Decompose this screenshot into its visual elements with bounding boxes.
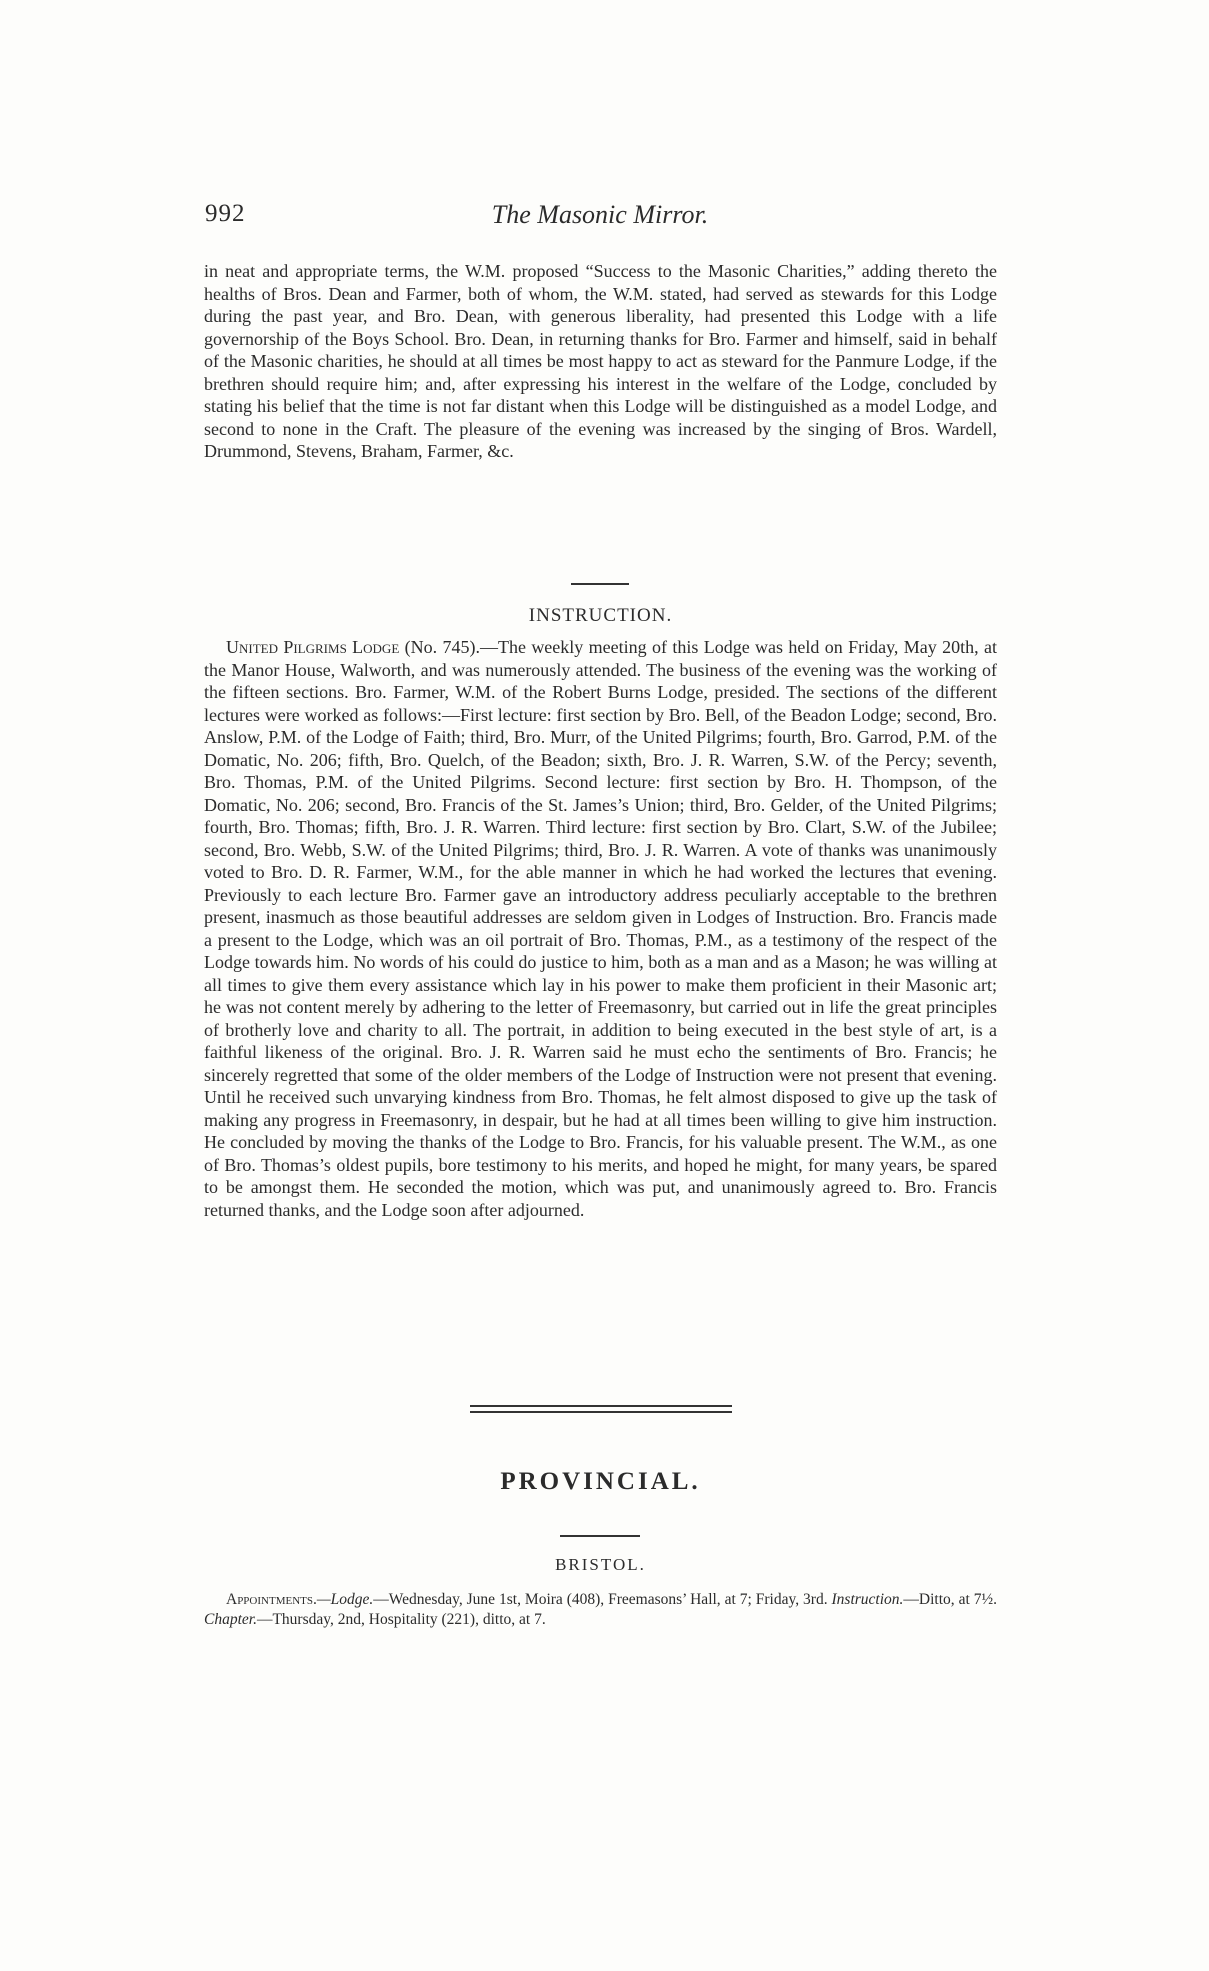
running-head bbox=[205, 200, 995, 240]
instruction-heading: INSTRUCTION. bbox=[528, 605, 673, 626]
chapter-text: —Thursday, 2nd, Hospitality (221), ditto, at 7. bbox=[256, 1611, 546, 1628]
instruction-body: (No. 745).—The weekly meeting of this Lodge was held on Friday, May 20th, at the Manor House, Walworth, and was numerously attended. The business of the evening was the working of the fifteen sections. Bro. Farmer, W.M. of the Robert Burns Lodge, presided. The sections of the different lectures were worked as follows:—First lecture: first section by Bro. Bell, of the Beadon Lodge; second, Bro. Anslow, P.M. of the Lodge of Faith; third, Bro. Murr, of the United Pilgrims; fourth, Bro. Garrod, P.M. of the Domatic, No. 206; fifth, Bro. Quelch, of the Beadon; sixth, Bro. J. R. Warren, S.W. of the Percy; seventh, Bro. Thomas, P.M. of the United Pilgrims. Second lecture: first section by Bro. H. Thompson, of the Domatic, No. 206; second, Bro. Francis of the St. James’s Union; third, Bro. Gelder, of the United Pilgrims; fourth, Bro. Thomas; fifth, Bro. J. R. Warren. Third lecture: first section by Bro. Clart, S.W. of the Jubilee; second, Bro. Webb, S.W. of the United Pilgrims; third, Bro. J. R. Warren. A vote of thanks was unanimously voted to Bro. D. R. Farmer, W.M., for the able manner in which he had worked the lectures that evening. Previously to each lecture Bro. Farmer gave an introductory address peculiarly acceptable to the brethren present, inasmuch as those beautiful addresses are seldom given in Lodges of Instruction. Bro. Francis made a present to the Lodge, which was an oil portrait of Bro. Thomas, P.M., as a testimony of the respect of the Lodge towards him. No words of his could do justice to him, both as a man and as a Mason; he was willing at all times to give them every assistance which lay in his power to make them proficient in their Masonic art; he was not content merely by adhering to the letter of Freemasonry, but carried out in life the great principles of brotherly love and charity to all. The portrait, in addition to being executed in the best style of art, is a faithful likeness of the original. Bro. J. R. Warren said he must echo the sentiments of Bro. Francis; he sincerely regretted that some of the older members of the Lodge of Instruction were not present that evening. Until he received such unvarying kindness from Bro. Thomas, he felt almost disposed to give up the task of making any progress in Freemasonry, in despair, but he had at all times been willing to give him instruction. He concluded by moving the thanks of the Lodge to Bro. Francis, for his valuable present. The W.M., as one of Bro. Thomas’s oldest pupils, bore testimony to his merits, and hoped he might, for many years, be spared to be amongst them. He seconded the motion, which was put, and unanimously agreed to. Bro. Francis returned thanks, and the Lodge soon after adjourned. bbox=[204, 637, 997, 1220]
page-number: 992 bbox=[205, 200, 246, 227]
lodge-name: United Pilgrims Lodge bbox=[226, 637, 400, 657]
appointments-paragraph bbox=[204, 1590, 997, 1630]
appointments-text bbox=[204, 1590, 997, 1630]
instruction-article bbox=[204, 636, 997, 1221]
opening-paragraph-block bbox=[204, 260, 997, 463]
appointments-label: Appointments. bbox=[226, 1591, 317, 1608]
lodge-text: —Wednesday, June 1st, Moira (408), Freemasons’ Hall, at 7; Friday, 3rd. bbox=[373, 1591, 828, 1608]
opening-paragraph: in neat and appropriate terms, the W.M. proposed “Success to the Masonic Charities,” adding thereto the healths of Bros. Dean and Farmer, both of whom, the W.M. stated, had served as stewards for this Lodge during the past year, and Bro. Dean, with generous liberality, had presented this Lodge with a life governorship of the Boys School. Bro. Dean, in returning thanks for Bro. Farmer and himself, said in behalf of the Masonic charities, he should at all times be most happy to act as steward for the Panmure Lodge, if the brethren should require him; and, after expressing his interest in the welfare of the Lodge, concluded by stating his belief that the time is not far distant when this Lodge will be distinguished as a model Lodge, and second to none in the Craft. The pleasure of the evening was increased by the singing of Bros. Wardell, Drummond, Stevens, Braham, Farmer, &c. bbox=[204, 261, 997, 461]
provincial-heading: PROVINCIAL. bbox=[500, 1468, 701, 1495]
double-rule-divider bbox=[470, 1405, 732, 1413]
bristol-heading: BRISTOL. bbox=[555, 1555, 646, 1574]
lodge-label: —Lodge. bbox=[316, 1591, 374, 1608]
section-divider bbox=[571, 583, 629, 585]
instruction-paragraph bbox=[204, 636, 997, 1221]
subsection-divider bbox=[560, 1535, 640, 1537]
journal-title: The Masonic Mirror. bbox=[491, 200, 709, 229]
chapter-label: Chapter. bbox=[204, 1611, 257, 1628]
instruction-label: Instruction. bbox=[827, 1591, 904, 1608]
instruction-text: —Ditto, at 7½. bbox=[903, 1591, 997, 1608]
